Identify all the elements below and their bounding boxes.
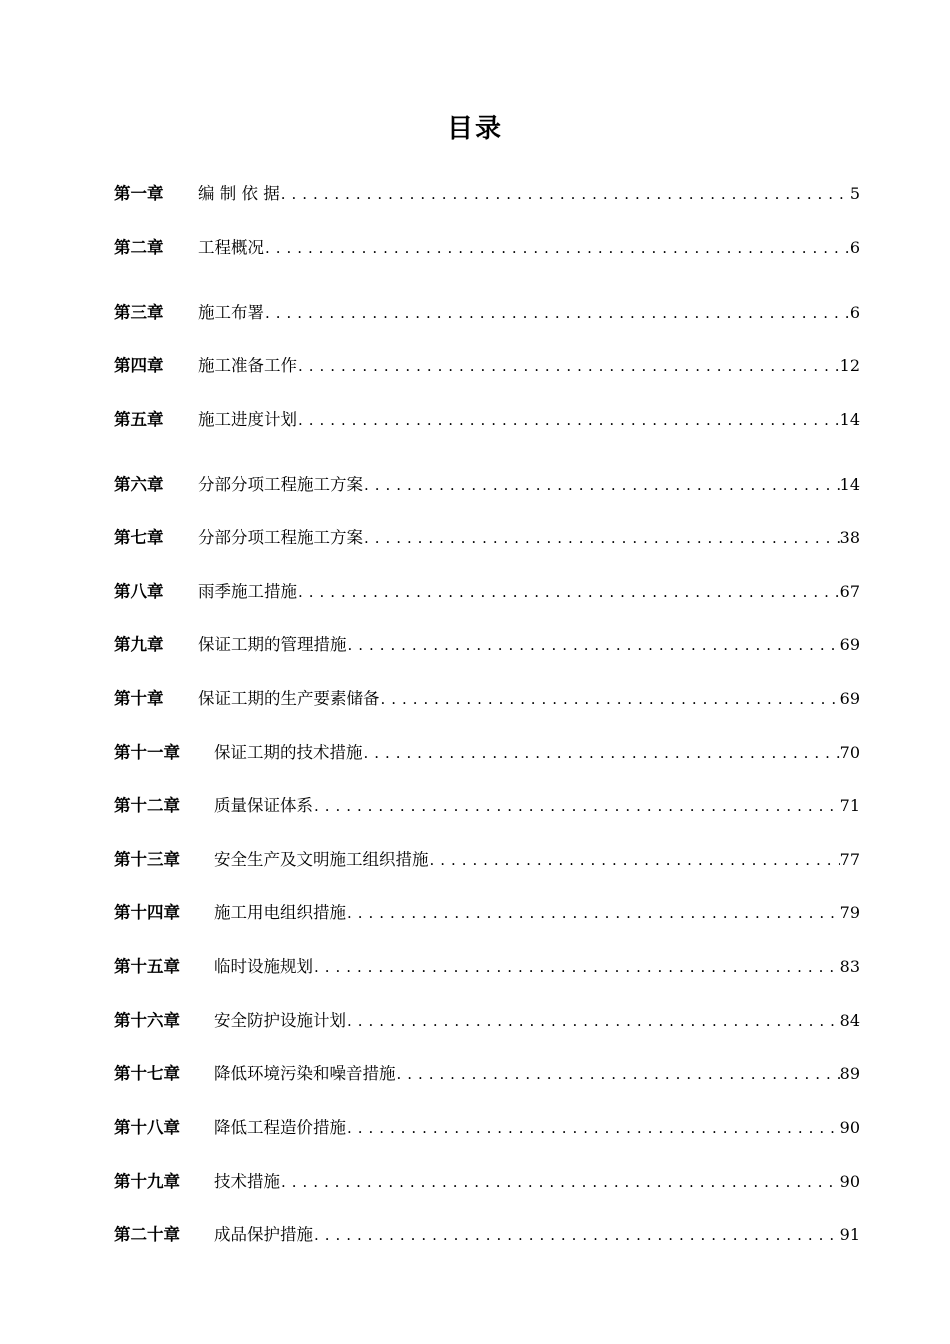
toc-dot-leader — [396, 1063, 840, 1085]
toc-dot-leader — [313, 795, 840, 817]
toc-entry[interactable] — [114, 472, 860, 496]
toc-chapter-number: 第三章 — [114, 303, 164, 322]
toc-entry[interactable] — [114, 1115, 860, 1139]
toc-chapter-number: 第一章 — [114, 184, 164, 203]
toc-page-number: 70 — [839, 743, 860, 762]
toc-page-number: 12 — [839, 356, 860, 375]
toc-dot-leader — [346, 1117, 840, 1139]
toc-page-number: 14 — [839, 475, 860, 494]
toc-chapter-title: 施工布署 — [198, 303, 264, 322]
toc-chapter-number: 第十二章 — [114, 796, 180, 815]
toc-page-number: 83 — [839, 957, 860, 976]
toc-dot-leader — [297, 355, 840, 377]
toc-page-number: 91 — [839, 1225, 860, 1244]
toc-chapter-title: 成品保护措施 — [214, 1225, 313, 1244]
toc-page-number: 69 — [839, 689, 860, 708]
toc-dot-leader — [297, 409, 840, 431]
toc-dot-leader — [347, 634, 840, 656]
toc-chapter-number: 第九章 — [114, 635, 164, 654]
toc-chapter-title: 分部分项工程施工方案 — [198, 528, 363, 547]
toc-chapter-title: 分部分项工程施工方案 — [198, 475, 363, 494]
toc-dot-leader — [280, 1171, 840, 1193]
toc-dot-leader — [346, 902, 840, 924]
toc-page-number: 77 — [839, 850, 860, 869]
toc-page-number: 90 — [839, 1172, 860, 1191]
toc-chapter-number: 第十五章 — [114, 957, 180, 976]
toc-chapter-number: 第十八章 — [114, 1118, 180, 1137]
toc-dot-leader — [380, 688, 840, 710]
toc-chapter-number: 第五章 — [114, 410, 164, 429]
toc-entry[interactable] — [114, 1222, 860, 1246]
toc-entry[interactable] — [114, 1008, 860, 1032]
toc-chapter-title: 编 制 依 据 — [198, 184, 280, 203]
toc-chapter-number: 第四章 — [114, 356, 164, 375]
toc-entry[interactable] — [114, 235, 860, 259]
toc-entry[interactable] — [114, 300, 860, 324]
toc-chapter-title: 施工进度计划 — [198, 410, 297, 429]
toc-chapter-title: 降低环境污染和噪音措施 — [214, 1064, 396, 1083]
toc-chapter-title: 工程概况 — [198, 238, 264, 257]
toc-chapter-number: 第六章 — [114, 475, 164, 494]
toc-page-number: 67 — [839, 582, 860, 601]
toc-page-number: 69 — [839, 635, 860, 654]
toc-page-number: 6 — [849, 303, 860, 322]
toc-chapter-number: 第十九章 — [114, 1172, 180, 1191]
toc-chapter-number: 第八章 — [114, 582, 164, 601]
toc-entry[interactable] — [114, 793, 860, 817]
toc-chapter-number: 第十七章 — [114, 1064, 180, 1083]
toc-page-number: 84 — [839, 1011, 860, 1030]
toc-dot-leader — [346, 1010, 840, 1032]
toc-chapter-title: 保证工期的生产要素储备 — [198, 689, 380, 708]
toc-entry[interactable] — [114, 686, 860, 710]
toc-title: 目录 — [446, 114, 503, 144]
toc-page-number: 5 — [849, 184, 860, 203]
toc-page-number: 38 — [839, 528, 860, 547]
toc-chapter-title: 安全防护设施计划 — [214, 1011, 346, 1030]
toc-entry[interactable] — [114, 740, 860, 764]
toc-entry[interactable] — [114, 407, 860, 431]
toc-dot-leader — [313, 956, 840, 978]
toc-chapter-number: 第十六章 — [114, 1011, 180, 1030]
toc-chapter-number: 第十一章 — [114, 743, 180, 762]
toc-chapter-title: 技术措施 — [214, 1172, 280, 1191]
toc-page-number: 14 — [839, 410, 860, 429]
toc-dot-leader — [363, 527, 840, 549]
toc-entry[interactable] — [114, 1061, 860, 1085]
toc-entry[interactable] — [114, 900, 860, 924]
toc-chapter-number: 第十四章 — [114, 903, 180, 922]
toc-entry[interactable] — [114, 954, 860, 978]
toc-chapter-title: 安全生产及文明施工组织措施 — [214, 850, 429, 869]
toc-chapter-title: 雨季施工措施 — [198, 582, 297, 601]
toc-page-number: 79 — [839, 903, 860, 922]
toc-chapter-title: 保证工期的技术措施 — [214, 743, 363, 762]
toc-dot-leader — [363, 474, 840, 496]
toc-dot-leader — [297, 581, 840, 603]
toc-entry[interactable] — [114, 1169, 860, 1193]
toc-chapter-number: 第十章 — [114, 689, 164, 708]
toc-page-number: 90 — [839, 1118, 860, 1137]
toc-page-number: 71 — [839, 796, 860, 815]
toc-dot-leader — [280, 183, 850, 205]
toc-chapter-number: 第十三章 — [114, 850, 180, 869]
toc-entry[interactable] — [114, 353, 860, 377]
toc-dot-leader — [363, 742, 840, 764]
toc-page-number: 6 — [849, 238, 860, 257]
toc-dot-leader — [264, 237, 850, 259]
toc-chapter-title: 施工用电组织措施 — [214, 903, 346, 922]
toc-dot-leader — [429, 849, 840, 871]
toc-entry[interactable] — [114, 579, 860, 603]
toc-page-number: 89 — [839, 1064, 860, 1083]
toc-dot-leader — [264, 302, 850, 324]
toc-chapter-title: 保证工期的管理措施 — [198, 635, 347, 654]
toc-chapter-number: 第二十章 — [114, 1225, 180, 1244]
toc-chapter-title: 质量保证体系 — [214, 796, 313, 815]
toc-dot-leader — [313, 1224, 840, 1246]
toc-entry[interactable] — [114, 181, 860, 205]
toc-chapter-title: 施工准备工作 — [198, 356, 297, 375]
toc-entry[interactable] — [114, 632, 860, 656]
toc-entry[interactable] — [114, 525, 860, 549]
toc-chapter-title: 降低工程造价措施 — [214, 1118, 346, 1137]
toc-chapter-title: 临时设施规划 — [214, 957, 313, 976]
toc-entry[interactable] — [114, 847, 860, 871]
toc-chapter-number: 第二章 — [114, 238, 164, 257]
toc-chapter-number: 第七章 — [114, 528, 164, 547]
